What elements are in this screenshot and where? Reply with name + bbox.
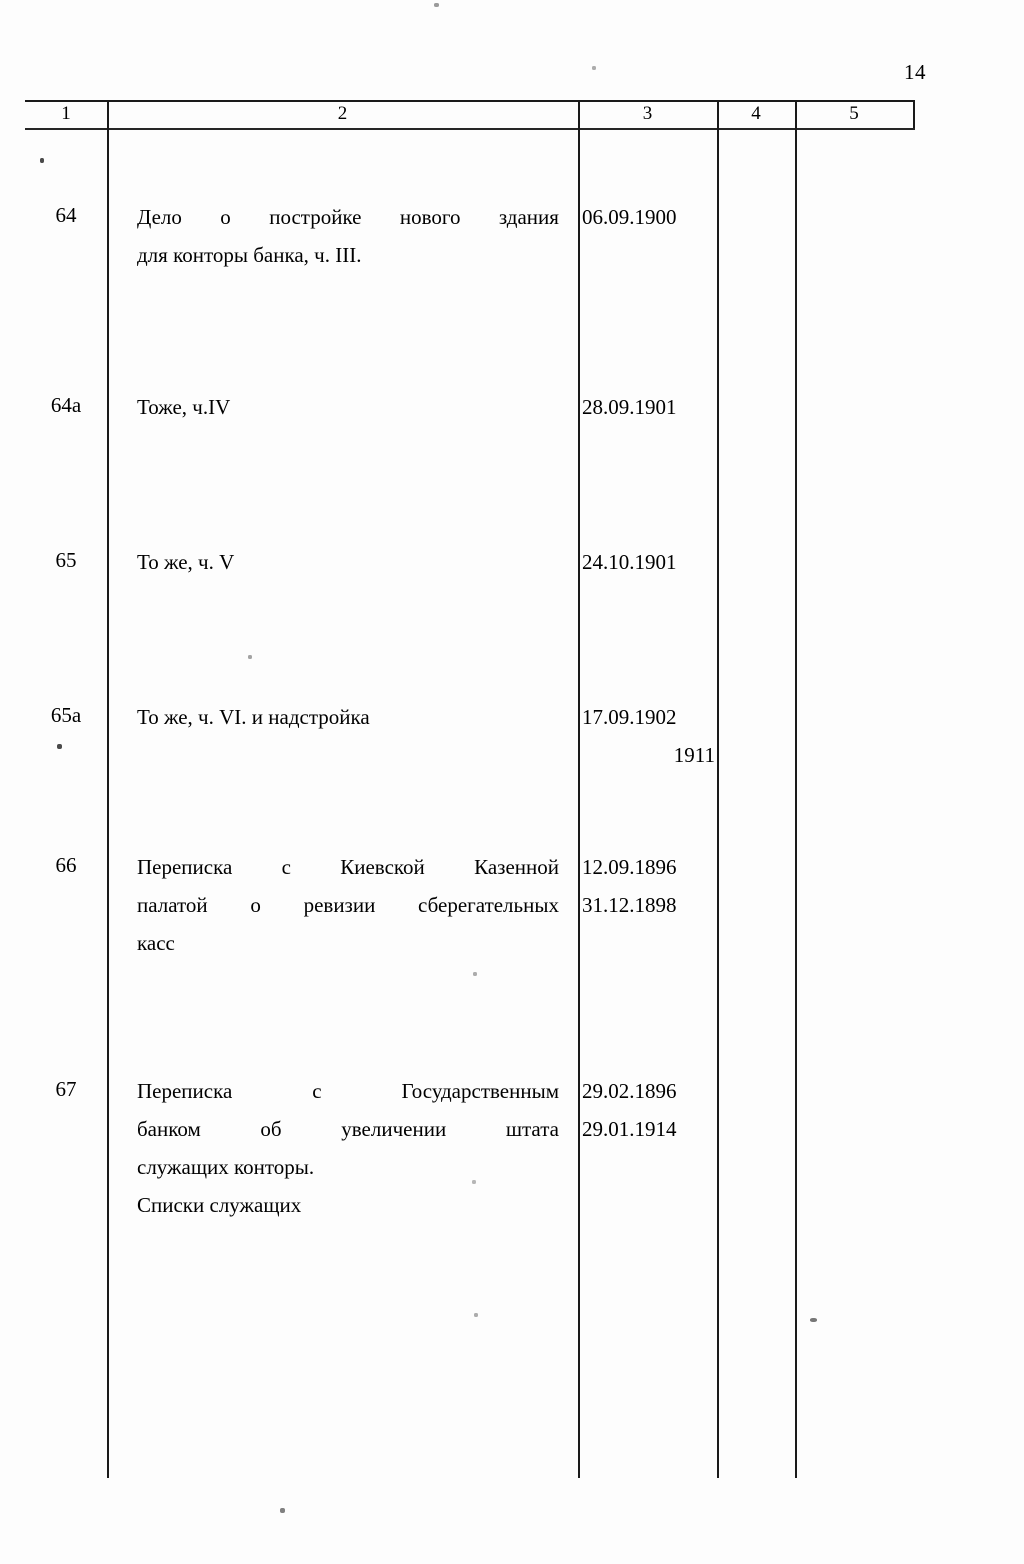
scan-artifact [592, 66, 596, 70]
scan-artifact [280, 1508, 285, 1513]
row-title [137, 698, 559, 736]
scan-artifact [810, 1318, 817, 1322]
row-title-line: палатой о ревизии сберегательных [137, 893, 559, 917]
row-title-line: То же, ч. V [137, 550, 235, 574]
row-date: 31.12.1898 [582, 893, 677, 917]
row-title-line: То же, ч. VI. и надстройка [137, 705, 370, 729]
scan-artifact [473, 972, 477, 976]
scan-artifact [474, 1313, 478, 1317]
column-header-3: 3 [642, 103, 653, 124]
scan-artifact [434, 3, 439, 7]
row-number: 64а [50, 393, 82, 417]
column-header-2: 2 [337, 103, 348, 124]
column-header-4: 4 [751, 103, 761, 124]
row-date: 28.09.1901 [582, 395, 677, 419]
inventory-table [25, 100, 915, 1480]
row-title-line: банком об увеличении штата [137, 1117, 559, 1141]
row-number: 64 [55, 203, 77, 227]
row-date: 29.02.1896 [582, 1079, 677, 1103]
row-title-line: Переписка с Киевской Казенной [137, 855, 559, 879]
row-dates [582, 543, 715, 581]
column-header-5: 5 [849, 103, 859, 124]
row-dates [582, 698, 715, 774]
table-right-border-header [913, 100, 915, 128]
row-date: 1911 [673, 743, 715, 767]
row-title-line: касс [137, 931, 175, 955]
row-title [137, 543, 559, 581]
scan-artifact [40, 158, 44, 163]
row-date: 17.09.1902 [582, 705, 677, 729]
page-number: 14 [904, 60, 926, 84]
row-title-line: для конторы банка, ч. III. [137, 243, 362, 267]
row-title-line: Переписка с Государственным [137, 1079, 559, 1103]
column-divider-4 [795, 100, 797, 1478]
row-title-line: Дело о постройке нового здания [137, 205, 559, 229]
row-dates [582, 388, 715, 426]
row-number: 65а [50, 703, 82, 727]
column-divider-1 [107, 100, 109, 1478]
scan-artifact [472, 1180, 476, 1184]
row-dates [582, 198, 715, 236]
column-header-1: 1 [61, 103, 71, 124]
row-date: 29.01.1914 [582, 1117, 677, 1141]
table-header-divider [25, 128, 915, 130]
column-divider-3 [717, 100, 719, 1478]
row-title-line: служащих конторы. [137, 1155, 315, 1179]
row-date: 06.09.1900 [582, 205, 677, 229]
row-number: 66 [55, 853, 77, 877]
row-date: 24.10.1901 [582, 550, 677, 574]
row-title [137, 1072, 559, 1224]
row-title [137, 388, 559, 426]
scan-artifact [248, 655, 252, 659]
row-title [137, 848, 559, 962]
row-number: 65 [55, 548, 77, 572]
row-date: 12.09.1896 [582, 855, 677, 879]
scan-artifact [57, 744, 62, 749]
row-dates [582, 1072, 715, 1148]
row-title-line: Списки служащих [137, 1193, 302, 1217]
row-dates [582, 848, 715, 924]
row-number: 67 [55, 1077, 77, 1101]
row-title-line: Тоже, ч.IV [137, 395, 231, 419]
column-divider-2 [578, 100, 580, 1478]
row-title [137, 198, 559, 274]
